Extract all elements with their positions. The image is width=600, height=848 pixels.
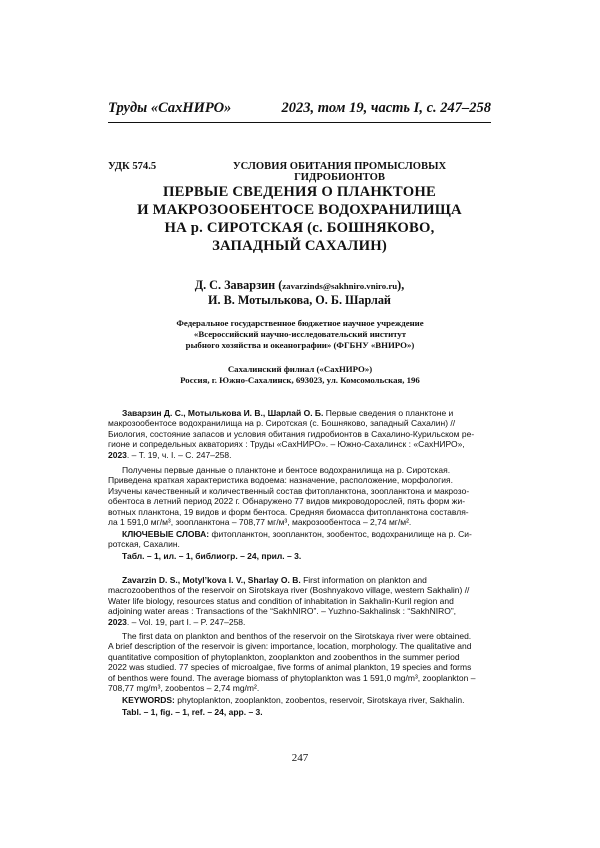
page-number: 247 <box>0 752 600 764</box>
ru-citation-line: гионе и сопредельных акваториях : Труды «СахНИРО». – Южно-Сахалинск : «СахНИРО», <box>108 439 493 449</box>
en-citation-line: adjoining water areas : Transactions of the “SakhNIRO”. – Yuzhno-Sakhalinsk : “SakhNIRO”, <box>108 606 493 616</box>
en-citation-line: macrozoobenthos of the reservoir on Sirotskaya river (Boshnyakovo village, western Sakhalin) // <box>108 585 493 595</box>
en-stats <box>108 707 493 717</box>
en-citation-line: Water life biology, resources status and condition of inhabitation in Sakhalin-Kuril region and <box>108 596 493 606</box>
title-line: ЗАПАДНЫЙ САХАЛИН) <box>108 237 491 255</box>
udc-code: УДК 574.5 <box>108 161 188 183</box>
header-rule <box>108 122 491 123</box>
en-citation-authors: Zavarzin D. S., Motyl’kova I. V., Sharlay O. B. <box>122 575 301 585</box>
ru-keywords-line: КЛЮЧЕВЫЕ СЛОВА: фитопланктон, зоопланктон, зообентос, водохранилище на р. Си- <box>108 529 493 539</box>
en-stats-line: Tabl. – 1, fig. – 1, ref. – 24, app. – 3. <box>108 707 493 717</box>
journal-name: Труды «СахНИРО» <box>108 100 231 117</box>
affiliation <box>130 318 470 352</box>
affiliation-line: «Всероссийский научно-исследовательский институт <box>130 329 470 340</box>
udc-line <box>108 161 491 183</box>
title-line: И МАКРОЗООБЕНТОСЕ ВОДОХРАНИЛИЩА <box>108 201 491 219</box>
en-abstract-line: 708,77 mg/m³, zoobentos – 2,74 mg/m². <box>108 683 493 693</box>
ru-stats-line: Табл. – 1, ил. – 1, библиогр. – 24, прил. – 3. <box>108 551 493 561</box>
en-citation-line: 2023. – Vol. 19, part I. – P. 247–258. <box>108 617 493 627</box>
ru-citation-line: Заварзин Д. С., Мотылькова И. В., Шарлай О. Б. Первые сведения о планктоне и <box>108 408 493 418</box>
en-abstract-line: A brief description of the reservoir is given: importance, location, morphology. The qualitative and <box>108 641 493 651</box>
author-email[interactable]: zavarzinds@sakhniro.vniro.ru <box>282 281 397 291</box>
en-abstract-line: quantitative composition of phytoplankton, zooplankton and zoobenthos in the summer period <box>108 652 493 662</box>
en-keywords <box>108 695 493 705</box>
article-title <box>108 183 491 255</box>
en-citation-line: Zavarzin D. S., Motyl’kova I. V., Sharlay O. B. First information on plankton and <box>108 575 493 585</box>
branch-line: Россия, г. Южно-Сахалинск, 693023, ул. Комсомольская, 196 <box>130 375 470 386</box>
ru-abstract-line: Изучены качественный и количественный состав фитопланктона, зоопланктона и макрозо- <box>108 486 493 496</box>
ru-abstract-line: вотных планктона, 19 видов и форм бентоса. Средняя биомасса фитопланктона составля- <box>108 507 493 517</box>
ru-keywords <box>108 529 493 550</box>
affiliation-line: рыбного хозяйства и океанографии» (ФГБНУ «ВНИРО») <box>130 340 470 351</box>
title-line: НА р. СИРОТСКАЯ (с. БОШНЯКОВО, <box>108 219 491 237</box>
en-citation <box>108 575 493 627</box>
ru-keywords-line: ротская, Сахалин. <box>108 539 493 549</box>
ru-citation <box>108 408 493 460</box>
ru-abstract-line: обентоса в летний период 2022 г. Обнаружено 77 видов микроводорослей, пять форм жи- <box>108 496 493 506</box>
en-abstract-line: The first data on plankton and benthos of the reservoir on the Sirotskaya river were obtained. <box>108 631 493 641</box>
author-first-end: ), <box>397 278 404 292</box>
en-keywords-label: KEYWORDS: <box>122 695 175 705</box>
ru-abstract-line: Получены первые данные о планктоне и бентосе водохранилища на р. Сиротская. <box>108 465 493 475</box>
ru-abstract <box>108 465 493 527</box>
ru-citation-line: 2023. – Т. 19, ч. I. – С. 247–258. <box>108 450 493 460</box>
ru-citation-year: 2023 <box>108 450 127 460</box>
ru-abstract-line: Приведена краткая характеристика водоема: назначение, расположение, морфология. <box>108 475 493 485</box>
authors-line-2: И. В. Мотылькова, О. Б. Шарлай <box>108 293 491 307</box>
author-first: Д. С. Заварзин ( <box>195 278 283 292</box>
branch-address <box>130 364 470 386</box>
ru-keywords-label: КЛЮЧЕВЫЕ СЛОВА: <box>122 529 209 539</box>
ru-stats <box>108 551 493 561</box>
branch-line: Сахалинский филиал («СахНИРО») <box>130 364 470 375</box>
affiliation-line: Федеральное государственное бюджетное научное учреждение <box>130 318 470 329</box>
section-heading: УСЛОВИЯ ОБИТАНИЯ ПРОМЫСЛОВЫХ ГИДРОБИОНТОВ <box>188 161 491 183</box>
running-header <box>108 100 491 117</box>
authors-line-1 <box>108 278 491 293</box>
en-abstract-line: 2022 was studied. 77 species of microalgae, five forms of animal plankton, 19 species and forms <box>108 662 493 672</box>
ru-citation-authors: Заварзин Д. С., Мотылькова И. В., Шарлай О. Б. <box>122 408 323 418</box>
ru-citation-line: Биология, состояние запасов и условия обитания гидробионтов в Сахалино-Курильском ре- <box>108 429 493 439</box>
authors <box>108 278 491 307</box>
en-keywords-line: KEYWORDS: phytoplankton, zooplankton, zoobentos, reservoir, Sirotskaya river, Sakhalin. <box>108 695 493 705</box>
en-citation-year: 2023 <box>108 617 127 627</box>
title-line: ПЕРВЫЕ СВЕДЕНИЯ О ПЛАНКТОНЕ <box>108 183 491 201</box>
ru-citation-line: макрозообентосе водохранилища на р. Сиротская (с. Бошняково, западный Сахалин) // <box>108 418 493 428</box>
ru-abstract-line: ла 1 591,0 мг/м³, зоопланктона – 708,77 мг/м³, макрозообентоса – 2,74 мг/м². <box>108 517 493 527</box>
en-abstract-line: of benthos were found. The average biomass of phytoplankton was 1 591,0 mg/m³, zooplankton – <box>108 673 493 683</box>
issue-info: 2023, том 19, часть I, с. 247–258 <box>282 100 492 117</box>
en-abstract <box>108 631 493 693</box>
